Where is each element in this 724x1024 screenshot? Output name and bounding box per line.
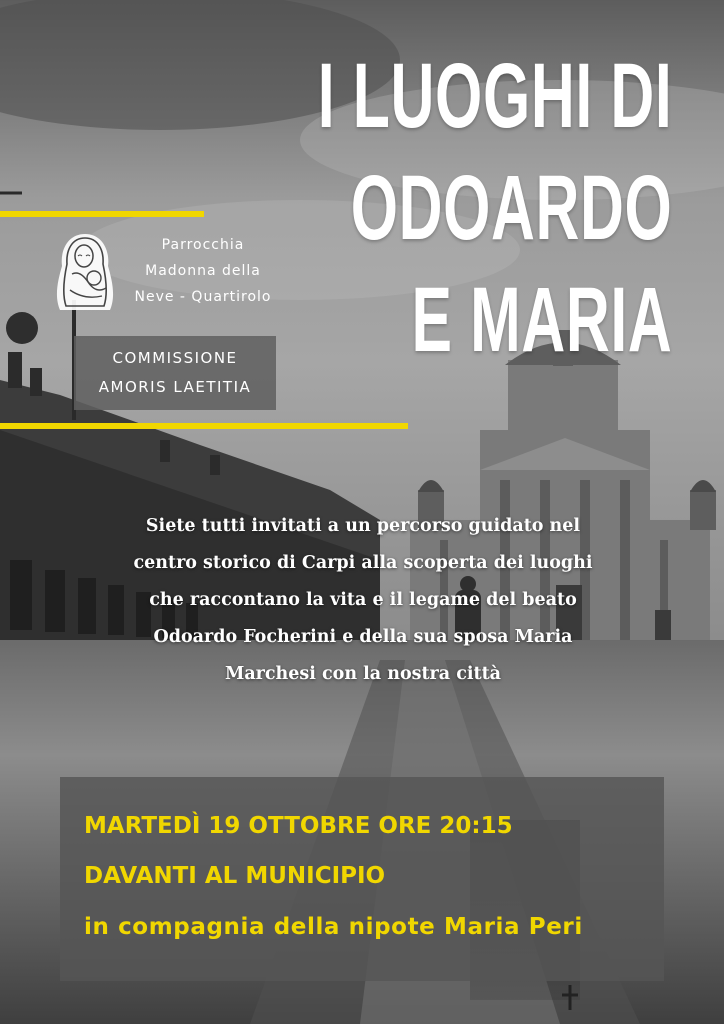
commission-label [74,336,276,410]
commission-line: COMMISSIONE [112,349,238,367]
invitation-line: Marchesi con la nostra città [224,664,502,684]
accent-bar-middle [0,423,408,429]
poster-title [317,40,672,376]
parish-line: Neve - Quartirolo [134,289,272,305]
event-company: in compagnia della nipote Maria Peri [84,914,583,940]
invitation-line: Siete tutti invitati a un percorso guidato nel [145,516,581,536]
parish-line: Parrocchia [161,237,245,253]
title-line: I LUOGHI DI [317,45,672,147]
madonna-and-child-icon [50,230,120,316]
accent-bar-top [0,211,204,217]
invitation-line: Odoardo Focherini e della sua sposa Maria [153,627,573,647]
event-place: DAVANTI AL MUNICIPIO [84,863,386,889]
title-line: E MARIA [411,269,672,371]
event-details-box [60,777,664,981]
event-date-time: MARTEDÌ 19 OTTOBRE ORE 20:15 [84,813,513,839]
parish-line: Madonna della [145,263,261,279]
invitation-line: che raccontano la vita e il legame del beato [149,590,577,610]
invitation-line: centro storico di Carpi alla scoperta dei luoghi [133,553,593,573]
parish-name [128,232,278,310]
invitation-text [80,508,646,693]
commission-line: AMORIS LAETITIA [98,378,252,396]
title-line: ODOARDO [350,157,672,259]
